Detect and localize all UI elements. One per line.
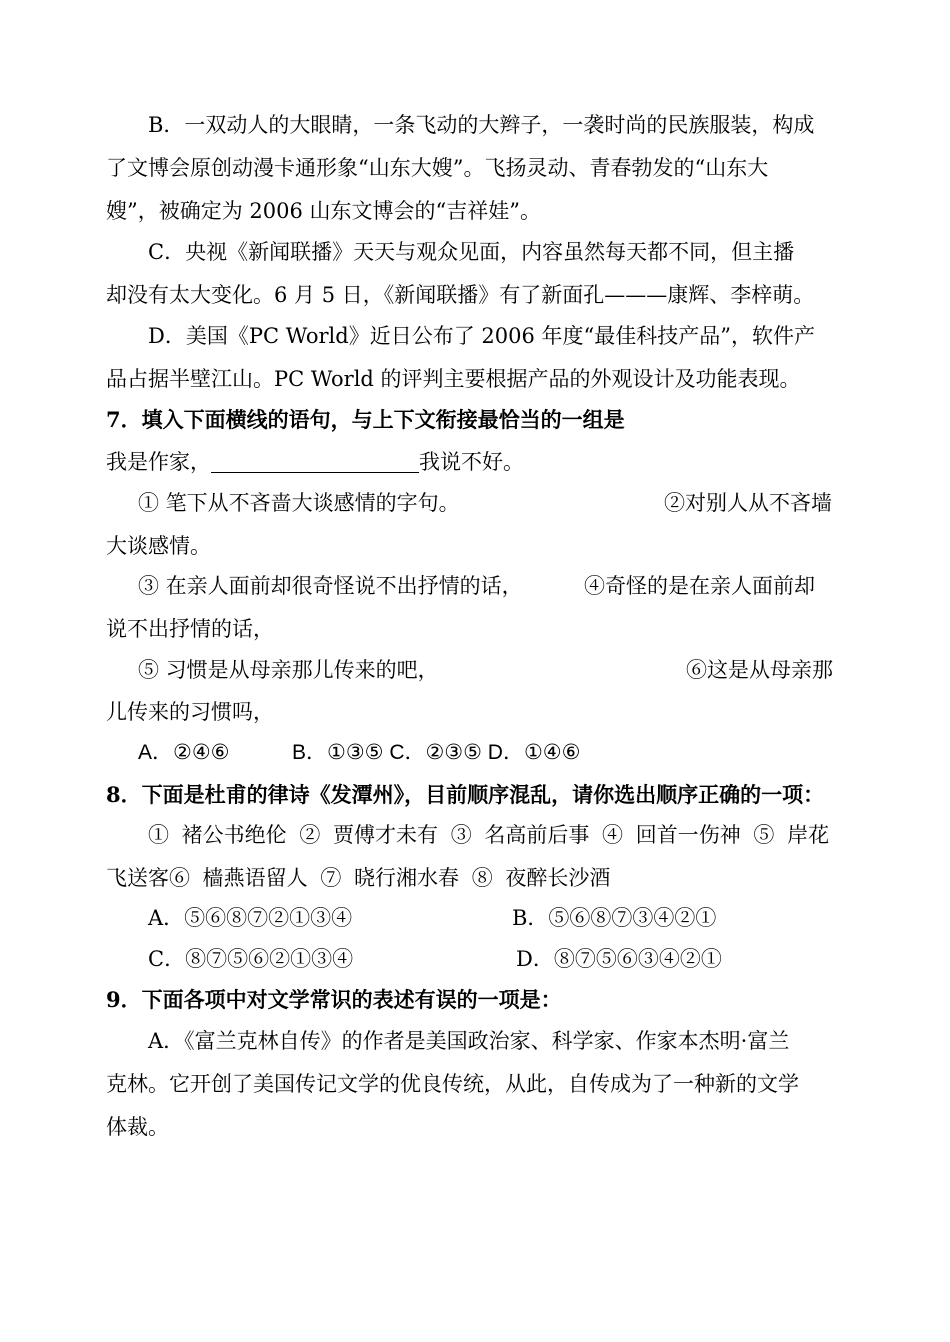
q9-option-a-line1: A．《富兰克林自传》的作者是美国政治家、科学家、作家本杰明·富兰 [148,1029,790,1053]
q7-stem-before: 我是作家， [106,450,211,474]
q9-option-a-line3: 体裁。 [106,1115,169,1139]
q7-option-2: ②对别人从不吝墙 [664,491,832,515]
q7-option-2-cont: 大谈感情。 [106,534,211,558]
q7-stem [106,447,524,477]
q6-option-d-line2: 品占据半壁江山。PC World 的评判主要根据产品的外观设计及功能表现。 [106,367,801,391]
q7-option-4: ④奇怪的是在亲人面前却 [584,574,815,598]
q7-answers-bcd: B．①③⑤ C．②③⑤ D．①④⑥ [292,741,581,764]
q7-option-4-cont: 说不出抒情的话， [106,617,274,641]
q6-option-c-line1: C．央视《新闻联播》天天与观众见面，内容虽然每天都不同，但主播 [148,240,795,264]
q9-title: 9．下面各项中对文学常识的表述有误的一项是： [106,987,562,1012]
q8-option-c: C．⑧⑦⑤⑥②①③④ [148,947,354,971]
q8-poem-line2: 飞送客⑥ 樯燕语留人 ⑦ 晓行湘水春 ⑧ 夜醉长沙酒 [106,866,611,890]
q8-option-a: A．⑤⑥⑧⑦②①③④ [148,906,353,930]
q6-option-b-line1: B．一双动人的大眼睛，一条飞动的大辫子，一袭时尚的民族服装，构成 [148,113,815,137]
q7-option-1: ① 笔下从不吝啬大谈感情的字句。 [138,491,460,515]
q6-option-b-line3: 嫂”，被确定为 2006 山东文博会的“吉祥娃”。 [106,199,541,223]
q7-answer-a: A．②④⑥ [138,741,230,764]
q7-title: 7．填入下面横线的语句，与上下文衔接最恰当的一组是 [106,407,625,432]
q7-option-6: ⑥这是从母亲那 [686,658,833,682]
q6-option-d-line1: D．美国《PC World》近日公布了 2006 年度“最佳科技产品”，软件产 [148,324,815,348]
q7-option-6-cont: 儿传来的习惯吗， [106,700,274,724]
q9-option-a-line2: 克林。它开创了美国传记文学的优良传统，从此，自传成为了一种新的文学 [106,1072,799,1096]
q7-option-5: ⑤ 习惯是从母亲那儿传来的吧， [138,658,439,682]
q8-title: 8．下面是杜甫的律诗《发潭州》，目前顺序混乱，请你选出顺序正确的一项： [106,782,825,807]
q8-option-b: B．⑤⑥⑧⑦③④②① [512,906,717,930]
q7-stem-after: 我说不好。 [419,450,524,474]
q6-option-c-line2: 却没有太大变化。6 月 5 日，《新闻联播》有了新面孔———康辉、李梓萌。 [106,283,815,307]
q7-option-3: ③ 在亲人面前却很奇怪说不出抒情的话， [138,574,523,598]
q6-option-b-line2: 了文博会原创动漫卡通形象“山东大嫂”。飞扬灵动、青春勃发的“山东大 [106,156,769,180]
q8-option-d: D．⑧⑦⑤⑥③④②① [516,947,722,971]
fill-blank-line [211,450,419,473]
q8-poem-line1: ① 褚公书绝伦 ② 贾傅才未有 ③ 名高前后事 ④ 回首一伤神 ⑤ 岸花 [148,823,830,847]
